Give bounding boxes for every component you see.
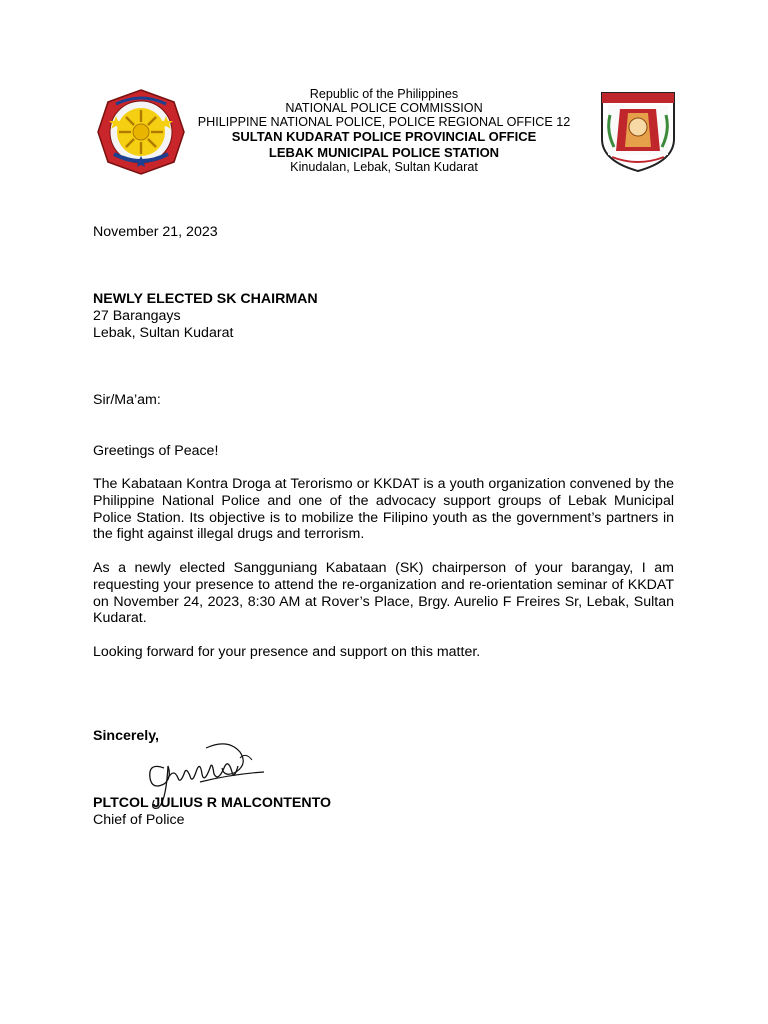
header-address: Kinudalan, Lebak, Sultan Kudarat (290, 160, 478, 174)
header-republic: Republic of the Philippines (309, 87, 459, 101)
body-paragraph-2: As a newly elected Sangguniang Kabataan (SK) chairperson of your barangay, I am requesting your presence to attend the re-organization and re-orientation seminar of KKDAT on November 24, 2023, 8:30 AM at Rover’s Place, Brgy. Aurelio F Freires Sr, Lebak, Sultan Kudarat. (93, 560, 674, 627)
header-municipal-station: LEBAK MUNICIPAL POLICE STATION (268, 145, 500, 160)
recipient-title: NEWLY ELECTED SK CHAIRMAN (93, 291, 318, 307)
recipient-line-2: 27 Barangays (93, 308, 181, 324)
closing: Sincerely, (93, 728, 159, 744)
body-paragraph-3: Looking forward for your presence and support on this matter. (93, 644, 481, 660)
header-pnp-region: PHILIPPINE NATIONAL POLICE, POLICE REGIONAL OFFICE 12 (197, 115, 571, 129)
salutation: Sir/Ma’am: (93, 392, 161, 408)
recipient-line-3: Lebak, Sultan Kudarat (93, 325, 234, 341)
body-paragraph-1: The Kabataan Kontra Droga at Terorismo or KKDAT is a youth organization convened by the Philippine National Police and one of the advocacy support groups of Lebak Municipal Police Station. Its objective is to mobilize the Filipino youth as the government’s partners in the fight against illegal drugs and terrorism. (93, 476, 674, 543)
letter-date: November 21, 2023 (93, 224, 218, 240)
greeting: Greetings of Peace! (93, 443, 219, 459)
signatory-name: PLTCOL JULIUS R MALCONTENTO (93, 795, 332, 811)
header-provincial-office: SULTAN KUDARAT POLICE PROVINCIAL OFFICE (231, 129, 537, 144)
signatory-title: Chief of Police (93, 812, 185, 828)
header-napolcom: NATIONAL POLICE COMMISSION (285, 101, 483, 115)
